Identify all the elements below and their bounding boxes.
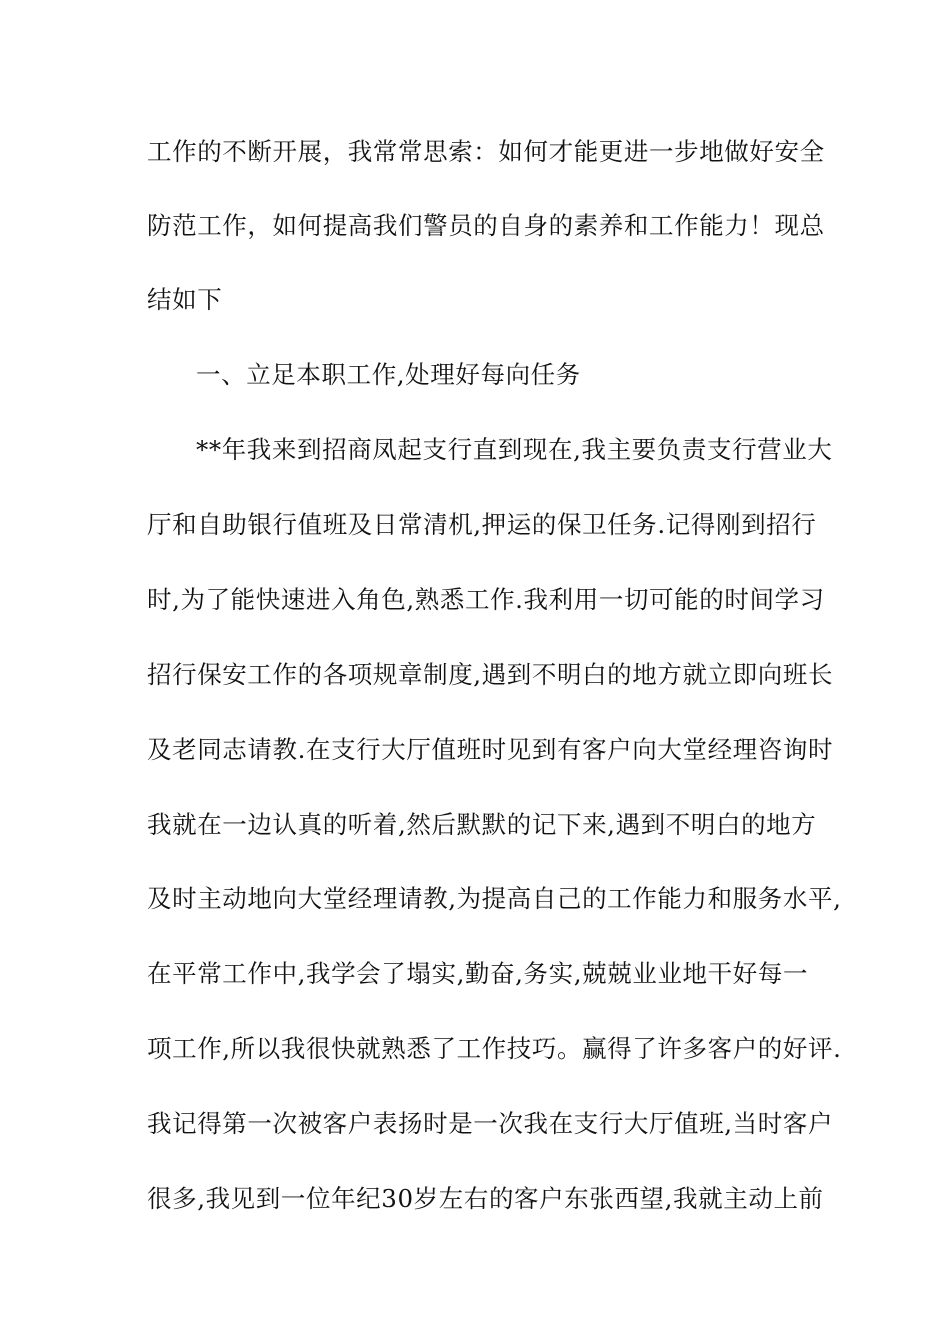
- text-line-7: 时,为了能快速进入角色,熟悉工作.我利用一切可能的时间学习: [147, 585, 825, 614]
- text-line-5: **年我来到招商凤起支行直到现在,我主要负责支行营业大: [196, 435, 833, 464]
- text-line-6: 厅和自助银行值班及日常清机,押运的保卫任务.记得刚到招行: [147, 510, 817, 539]
- text-line-14: 我记得第一次被客户表扬时是一次我在支行大厅值班,当时客户: [147, 1109, 834, 1138]
- text-line-15: 很多,我见到一位年纪30岁左右的客户东张西望,我就主动上前: [147, 1184, 824, 1213]
- text-line-13: 项工作,所以我很快就熟悉了工作技巧。赢得了许多客户的好评.: [147, 1034, 842, 1063]
- text-line-9: 及老同志请教.在支行大厅值班时见到有客户向大堂经理咨询时: [147, 735, 834, 764]
- section-heading: 一、立足本职工作,处理好每向任务: [196, 360, 581, 389]
- text-line-2: 防范工作，如何提高我们警员的自身的素养和工作能力！现总: [147, 211, 825, 240]
- text-line-12: 在平常工作中,我学会了塌实,勤奋,务实,兢兢业业地干好每一: [147, 959, 809, 988]
- text-line-8: 招行保安工作的各项规章制度,遇到不明白的地方就立即向班长: [147, 660, 834, 689]
- text-line-11: 及时主动地向大堂经理请教,为提高自己的工作能力和服务水平,: [147, 884, 842, 913]
- text-line-10: 我就在一边认真的听着,然后默默的记下来,遇到不明白的地方: [147, 810, 817, 839]
- text-line-3: 结如下: [147, 285, 223, 314]
- text-line-1: 工作的不断开展，我常常思索：如何才能更进一步地做好安全: [147, 137, 825, 166]
